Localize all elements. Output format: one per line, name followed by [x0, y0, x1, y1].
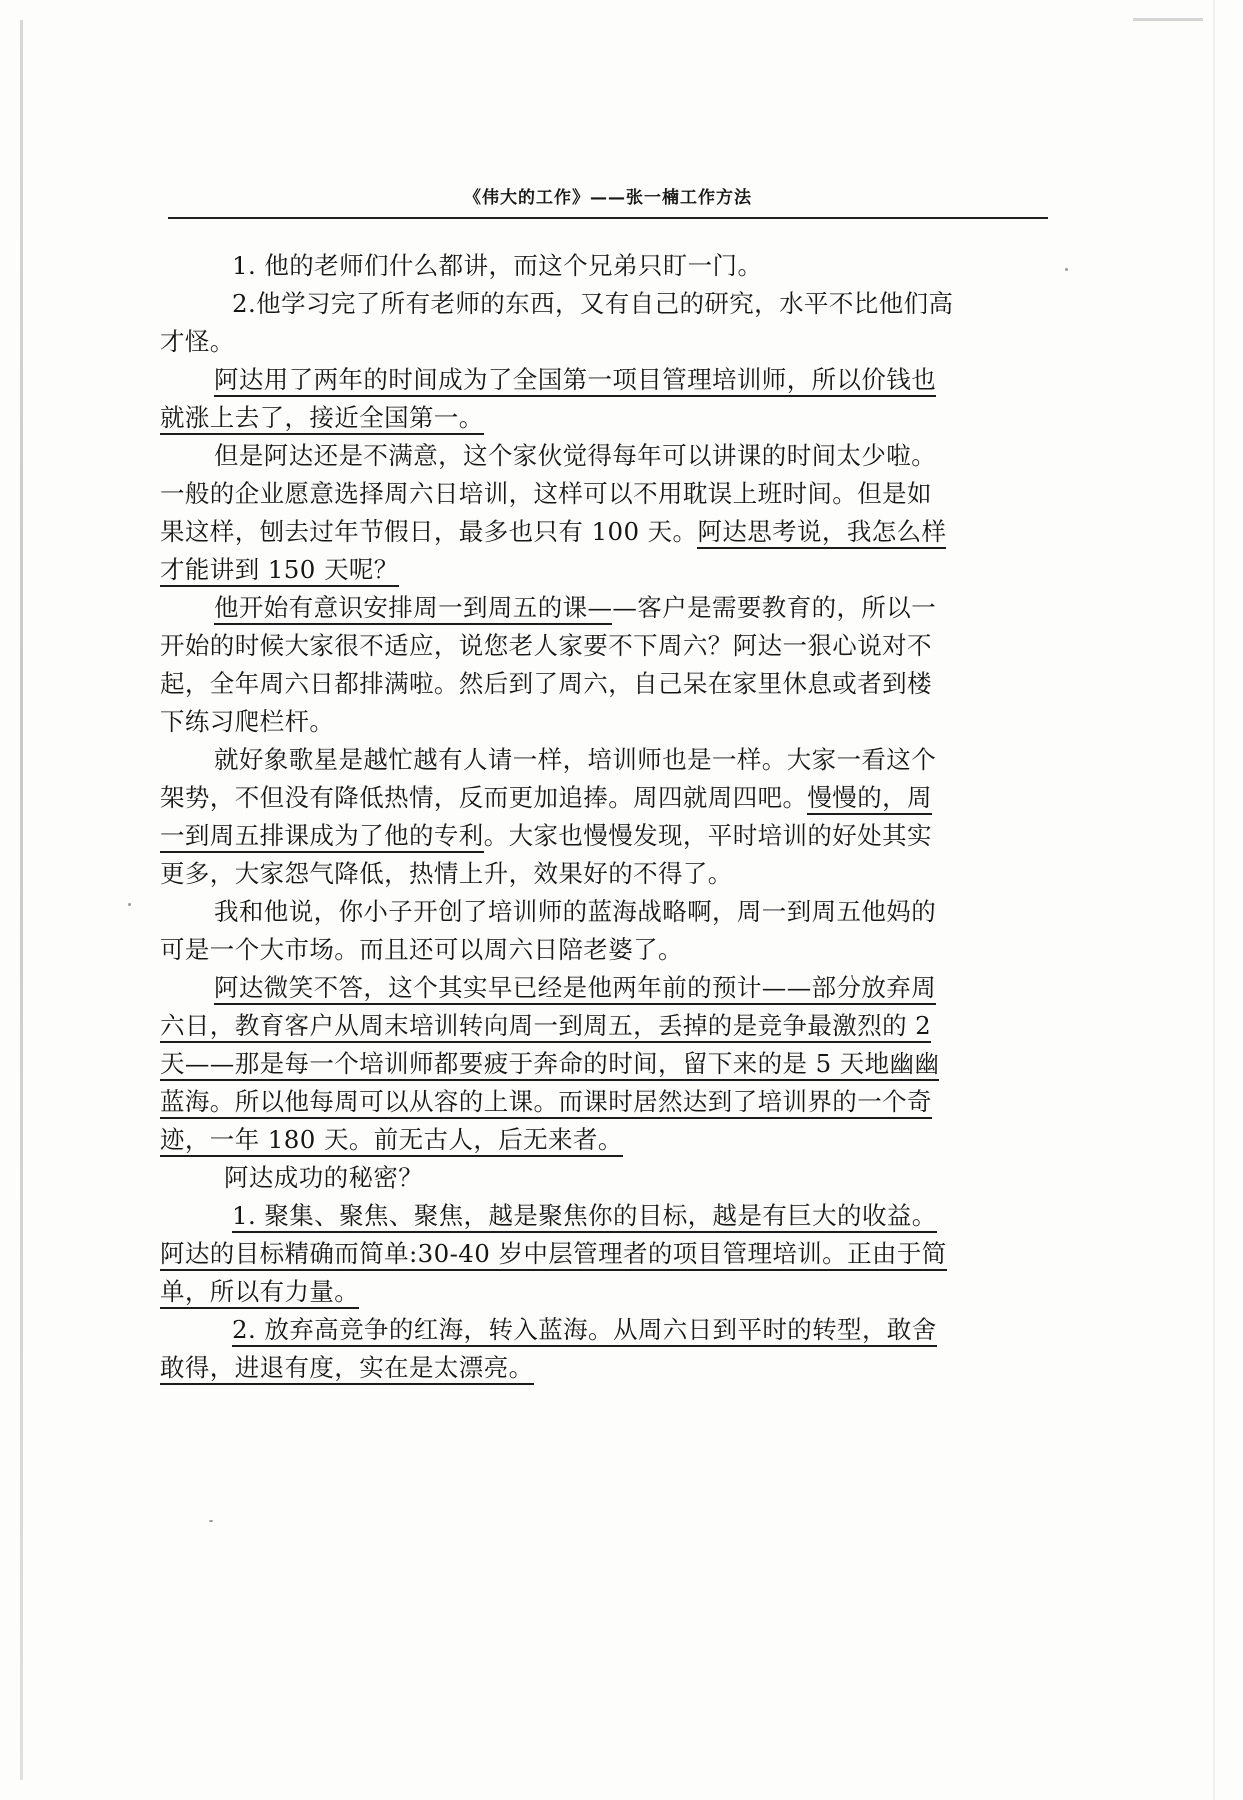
paragraph-6-line: 更多，大家怨气降低，热情上升，效果好的不得了。 — [160, 859, 733, 888]
underlined-text: 阿达微笑不答，这个其实早已经是他两年前的预计——部分放弃周 — [214, 973, 936, 1005]
point-2-line — [160, 1349, 1048, 1387]
plain-text: 果这样，刨去过年节假日，最多也只有 100 天。 — [160, 517, 698, 546]
header-rule — [168, 217, 1048, 219]
paragraph-4-line: 一般的企业愿意选择周六日培训，这样可以不用耽误上班时间。但是如 — [160, 479, 932, 508]
paragraph-1-line: 1. 他的老师们什么都讲，而这个兄弟只盯一门。 — [232, 251, 763, 280]
paragraph-5-line: 开始的时候大家很不适应，说您老人家要不下周六？阿达一狠心说对不 — [160, 631, 932, 660]
paragraph-8-line — [160, 1007, 1048, 1045]
point-2-line — [160, 1311, 1048, 1349]
underlined-text: 阿达的目标精确而简单:30-40 岁中层管理者的项目管理培训。正由于简 — [160, 1239, 947, 1271]
paragraph-6-line — [160, 779, 1048, 817]
underlined-text: 敢得，进退有度，实在是太漂亮。 — [160, 1353, 534, 1385]
underlined-text: 天——那是每一个培训师都要疲于奔命的时间，留下来的是 5 天地幽幽 — [160, 1049, 939, 1081]
paragraph-5-line — [160, 589, 1048, 627]
header-title: 《伟大的工作》——张一楠工作方法 — [464, 188, 752, 208]
paragraph-6-line: 就好象歌星是越忙越有人请一样，培训师也是一样。大家一看这个 — [214, 745, 937, 774]
paragraph-5-line: 下练习爬栏杆。 — [160, 707, 335, 736]
paragraph-7-line: 可是一个大市场。而且还可以周六日陪老婆了。 — [160, 935, 683, 964]
scan-speck — [209, 1520, 213, 1522]
underlined-text: 阿达思考说，我怎么样 — [697, 517, 946, 549]
underlined-text: 才能讲到 150 天呢？ — [160, 555, 399, 587]
paragraph-3-line — [160, 399, 1048, 437]
point-1-line — [160, 1235, 1048, 1273]
scan-speck — [128, 903, 131, 906]
point-1-line — [160, 1273, 1048, 1311]
paragraph-8-line — [160, 1045, 1048, 1083]
underlined-text: 2. 放弃高竞争的红海，转入蓝海。从周六日到平时的转型，敢舍 — [232, 1315, 937, 1347]
plain-text: —客户是需要教育的，所以一 — [612, 593, 937, 622]
underlined-text: 就涨上去了，接近全国第一。 — [160, 403, 484, 435]
paragraph-4-line — [160, 551, 1048, 589]
section-heading: 阿达成功的秘密？ — [224, 1163, 424, 1192]
scan-edge-right — [1213, 0, 1215, 1800]
paragraph-6-line — [160, 817, 1048, 855]
paragraph-5-line: 起，全年周六日都排满啦。然后到了周六，自己呆在家里休息或者到楼 — [160, 669, 932, 698]
paragraph-8-line — [160, 969, 1048, 1007]
scan-edge-left — [20, 20, 23, 1780]
plain-text: 。大家也慢慢发现，平时培训的好处其实 — [483, 821, 932, 850]
paragraph-7-line: 我和他说，你小子开创了培训师的蓝海战略啊，周一到周五他妈的 — [214, 897, 937, 926]
underlined-text: 蓝海。所以他每周可以从容的上课。而课时居然达到了培训界的一个奇 — [160, 1087, 932, 1119]
underlined-text: 阿达用了两年的时间成为了全国第一项目管理培训师，所以价钱也 — [214, 365, 936, 397]
paragraph-4-line: 但是阿达还是不满意，这个家伙觉得每年可以讲课的时间太少啦。 — [214, 441, 937, 470]
underlined-text: 单，所以有力量。 — [160, 1277, 359, 1309]
paragraph-2-line: 2.他学习完了所有老师的东西，又有自己的研究，水平不比他们高 — [232, 289, 954, 318]
scan-speck — [1065, 268, 1068, 271]
document-body — [160, 247, 1048, 1387]
paragraph-8-line — [160, 1083, 1048, 1121]
paragraph-3-line — [160, 361, 1048, 399]
page-header — [168, 183, 1048, 223]
point-1-line — [160, 1197, 1048, 1235]
underlined-text: 他开始有意识安排周一到周五的课— — [214, 593, 612, 625]
underlined-text: 1. 聚集、聚焦、聚焦，越是聚焦你的目标，越是有巨大的收益。 — [232, 1201, 937, 1233]
underlined-text: 一到周五排课成为了他的专利 — [160, 821, 484, 853]
paragraph-2-line: 才怪。 — [160, 327, 235, 356]
scan-corner-mark — [1133, 18, 1203, 21]
underlined-text: 慢慢的，周 — [807, 783, 932, 815]
underlined-text: 迹，一年 180 天。前无古人，后无来者。 — [160, 1125, 623, 1157]
paragraph-8-line — [160, 1121, 1048, 1159]
paragraph-4-line — [160, 513, 1048, 551]
underlined-text: 六日，教育客户从周末培训转向周一到周五，丢掉的是竞争最激烈的 2 — [160, 1011, 931, 1043]
plain-text: 架势，不但没有降低热情，反而更加追捧。周四就周四吧。 — [160, 783, 808, 812]
